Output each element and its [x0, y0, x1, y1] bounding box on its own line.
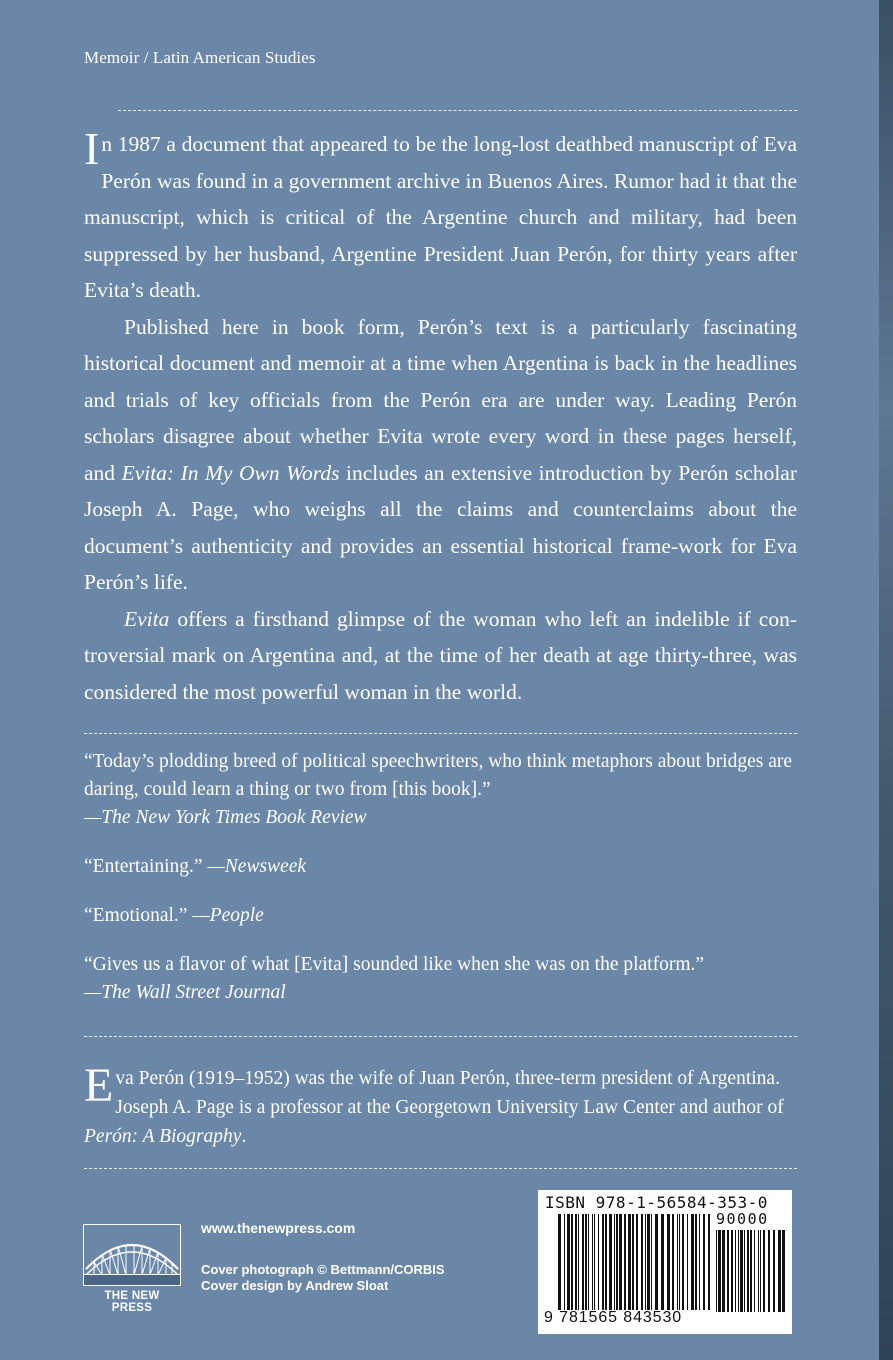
isbn-barcode	[538, 1190, 792, 1334]
review-quote	[84, 748, 797, 832]
drop-cap-letter: E	[84, 1059, 114, 1112]
publisher-credits	[201, 1220, 445, 1294]
barcode-bar	[679, 1214, 680, 1310]
quote-text: “Gives us a flavor of what [Evita] sounded like when she was on the platform.”	[84, 954, 705, 975]
description-p2-text-end: includes an extensive introduction by Perón scholar Joseph A. Page, who weighs all the claims and counterclaims about the document’s authenticity and provides an essential historical frame-work for Eva Perón’s life.	[84, 460, 798, 594]
quote-text: “Today’s plodding breed of political speechwriters, who think metaphors about bridges are daring, could learn a thing or two from [this book].”	[84, 751, 793, 800]
review-quotes	[84, 748, 797, 1028]
barcode-bar	[747, 1230, 749, 1312]
barcode-bar	[651, 1214, 652, 1310]
divider-bio-top	[84, 1036, 797, 1037]
quote-source: —The Wall Street Journal	[84, 982, 286, 1003]
barcode-bar	[718, 1230, 721, 1312]
barcode-bar	[672, 1214, 674, 1310]
spine-edge	[879, 0, 893, 1360]
barcode-bar	[773, 1230, 775, 1312]
ean-digits: 9 781565 843530	[544, 1309, 683, 1326]
barcode-bar	[628, 1214, 631, 1310]
barcode-bar	[571, 1214, 573, 1310]
description-p1-text: n 1987 a document that appeared to be the long-lost deathbed manuscript of Eva Perón was found in a government archive in Buenos Aires. Rumor had it that the manuscript, which is critical of the Argentine church and military, had been suppressed by her husband, Argentine President Juan Perón, for thirty years after Evita’s death.	[84, 132, 797, 302]
barcode-bar	[564, 1214, 565, 1310]
price-code: 90000	[716, 1210, 769, 1228]
quote-source: —The New York Times Book Review	[84, 807, 367, 828]
barcode-bar	[735, 1230, 736, 1312]
barcode-bar	[699, 1214, 700, 1310]
quote-source: —Newsweek	[207, 856, 307, 877]
barcode-bar	[740, 1230, 743, 1312]
barcode-bar	[567, 1214, 570, 1310]
barcode-bar	[575, 1214, 577, 1310]
barcode-bar	[691, 1214, 694, 1310]
barcode-bar	[758, 1230, 759, 1312]
barcode-bar	[731, 1230, 733, 1312]
drop-cap-letter: I	[84, 123, 100, 174]
description-p2-text: Published here in book form, Perón’s text is a particularly fascinating historical document and memoir at a time when Argentina is back in the headlines and trials of key officials from the Perón era are under way. Leading Perón scholars disagree about whether Evita wrote every word in these pages herself, and	[84, 314, 797, 485]
barcode-bar	[592, 1214, 593, 1310]
barcode-bar	[594, 1214, 595, 1310]
bio-text: va Perón (1919–1952) was the wife of Juan Perón, three-term president of Argentina. Joseph A. Page is a professor at the Georgetown University Law Center and author of	[115, 1068, 784, 1118]
barcode-bar	[667, 1214, 670, 1310]
author-bio	[84, 1059, 797, 1151]
barcode-bar	[687, 1214, 688, 1310]
category-label: Memoir / Latin American Studies	[84, 48, 316, 67]
barcode-bar	[708, 1214, 710, 1310]
barcode-bar	[641, 1214, 643, 1310]
barcode-bar	[778, 1230, 781, 1312]
barcode-bar	[655, 1214, 658, 1310]
barcode-bar	[722, 1230, 725, 1312]
barcode-bar	[636, 1214, 638, 1310]
barcode-bar	[754, 1230, 755, 1312]
barcode-bar	[578, 1214, 579, 1310]
publisher-name: THE NEW PRESS	[104, 1290, 160, 1314]
barcode-bar	[605, 1214, 607, 1310]
quote-text: “Entertaining.”	[84, 856, 208, 877]
bio-end: .	[241, 1126, 247, 1147]
barcode-bar	[682, 1214, 684, 1310]
barcode-bar	[763, 1230, 765, 1312]
barcode-bar	[616, 1214, 618, 1310]
barcode-bar	[598, 1214, 599, 1310]
review-quote	[84, 902, 797, 930]
barcode-bar	[624, 1214, 626, 1310]
review-quote	[84, 853, 797, 881]
barcode-bar	[619, 1214, 622, 1310]
barcode-bar	[614, 1214, 615, 1310]
description-p3-text: offers a firsthand glimpse of the woman who left an indelible if con-troversial mark on Argentina and, at the time of her death at age thirty-three, was considered the most powerful woman in the world.	[84, 606, 797, 704]
publisher-website-link[interactable]: www.thenewpress.com	[201, 1220, 356, 1236]
barcode-bar	[782, 1230, 785, 1312]
barcode-bar	[632, 1214, 634, 1310]
barcode-bar	[602, 1214, 604, 1310]
barcode-bar	[588, 1214, 589, 1310]
description-paragraph-3	[84, 601, 797, 711]
barcode-bar	[609, 1214, 612, 1310]
description-paragraph-1	[84, 123, 797, 309]
divider-bottom	[84, 1168, 797, 1169]
barcode-bar	[645, 1214, 646, 1310]
barcode-bar	[585, 1214, 587, 1310]
barcode-bar	[695, 1214, 697, 1310]
barcode-bar	[661, 1214, 664, 1310]
barcode-bar	[744, 1230, 745, 1312]
publisher-logo	[83, 1224, 181, 1314]
description-paragraph-2	[84, 309, 797, 601]
barcode-bar	[647, 1214, 650, 1310]
divider-top	[118, 110, 797, 111]
barcode-bar	[716, 1230, 717, 1312]
barcode-bar	[677, 1214, 678, 1310]
barcode-bar	[703, 1214, 705, 1310]
review-quote	[84, 951, 797, 1007]
bridge-arch-icon	[83, 1224, 181, 1286]
bio-book-title: Perón: A Biography	[84, 1126, 242, 1147]
book-title-italic: Evita: In My Own Words	[121, 460, 340, 485]
book-title-italic: Evita	[124, 606, 170, 631]
barcode-bar	[750, 1230, 752, 1312]
divider-quotes-top	[84, 733, 797, 734]
quote-text: “Emotional.”	[84, 905, 193, 926]
quote-source: —People	[192, 905, 264, 926]
barcode-bar	[558, 1214, 561, 1310]
barcode-bar	[582, 1214, 584, 1310]
barcode-bar	[760, 1230, 761, 1312]
barcode-bar	[768, 1230, 770, 1312]
barcode-bar	[727, 1230, 729, 1312]
isbn-label: ISBN 978-1-56584-353-0	[545, 1193, 768, 1212]
book-description	[84, 123, 798, 710]
barcode-bar	[738, 1230, 739, 1312]
photo-credit: Cover photograph © Bettmann/CORBIS	[201, 1262, 445, 1277]
design-credit: Cover design by Andrew Sloat	[201, 1278, 389, 1293]
